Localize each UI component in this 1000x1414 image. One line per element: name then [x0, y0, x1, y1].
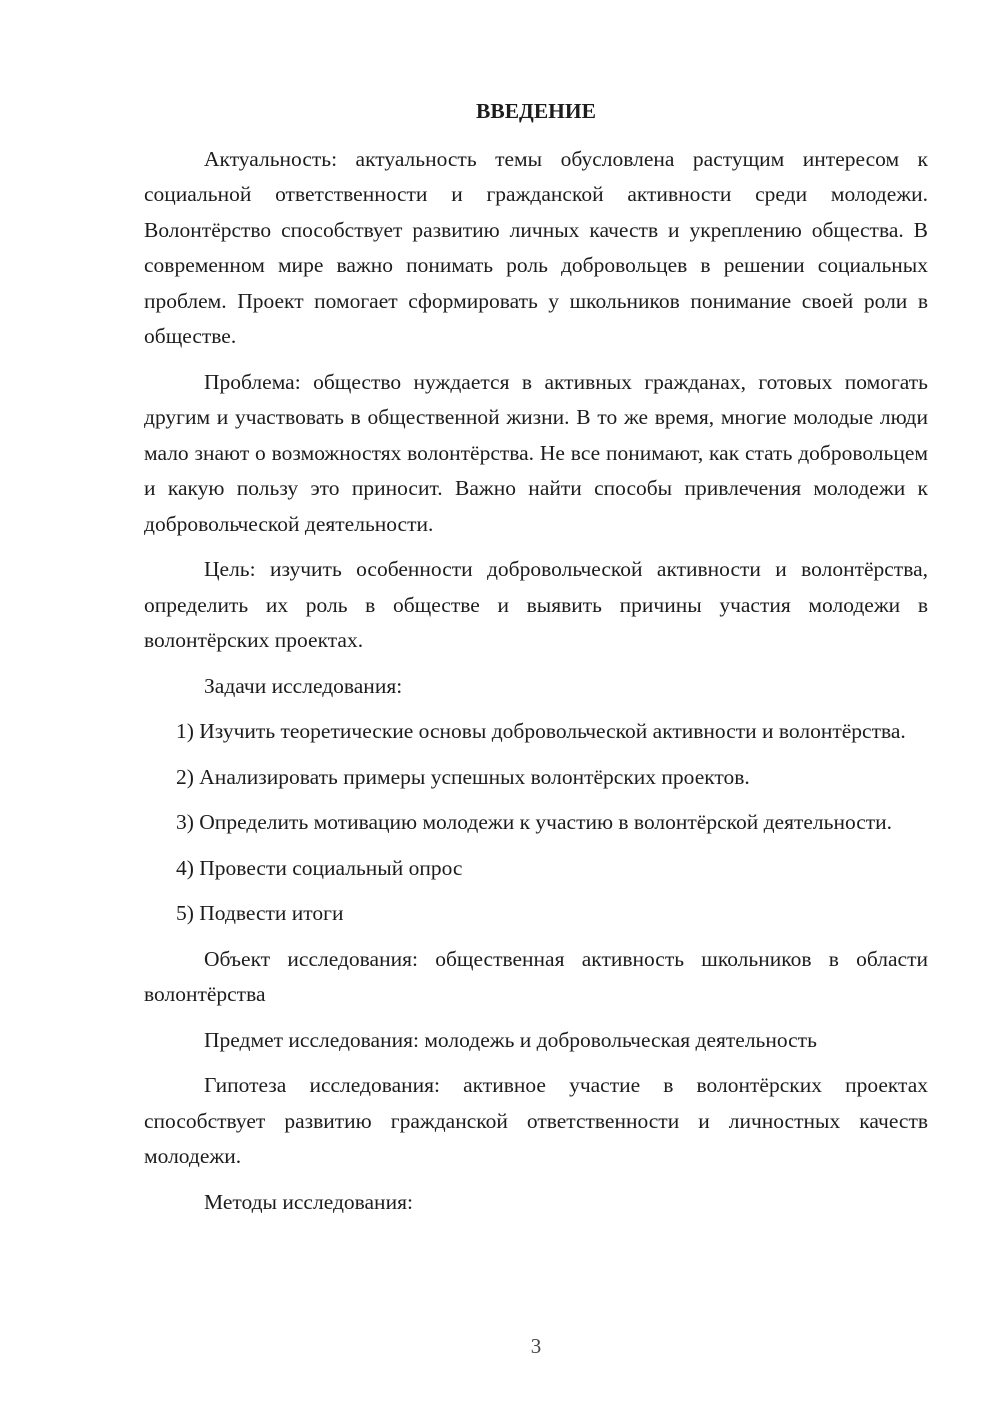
- paragraph-object: Объект исследования: общественная активность школьников в области волонтёрства: [144, 946, 928, 1006]
- document-page: [144, 94, 928, 1230]
- section-title: ВВЕДЕНИЕ: [476, 99, 596, 123]
- task-item-5: 5) Подвести итоги: [176, 901, 344, 925]
- paragraph-hypothesis: Гипотеза исследования: активное участие в волонтёрских проектах способствует развитию гражданской ответственности и личностных качеств молодежи.: [144, 1073, 928, 1168]
- page-number: 3: [530, 1334, 542, 1358]
- task-item-3: 3) Определить мотивацию молодежи к участию в волонтёрской деятельности.: [176, 810, 893, 834]
- paragraph-tasks-heading: Задачи исследования:: [204, 673, 403, 698]
- task-item-2: 2) Анализировать примеры успешных волонтёрских проектов.: [176, 764, 750, 789]
- task-item-1: 1) Изучить теоретические основы добровольческой активности и волонтёрства.: [176, 719, 906, 743]
- paragraph-goal: Цель: изучить особенности добровольческой активности и волонтёрства, определить их роль в обществе и выявить причины участия молодежи в волонтёрских проектах.: [144, 557, 928, 652]
- paragraph-relevance: Актуальность: актуальность темы обусловлена растущим интересом к социальной ответственности и гражданской активности среди молодежи. Волонтёрство способствует развитию личных качеств и укреплению общества. В современном мире важно понимать роль добровольцев в решении социальных проблем. Проект помогает сформировать у школьников понимание своей роли в обществе.: [144, 146, 928, 348]
- paragraph-problem: Проблема: общество нуждается в активных гражданах, готовых помогать другим и участвовать в общественной жизни. В то же время, многие молодые люди мало знают о возможностях волонтёрства. Не все понимают, как стать добровольцем и какую пользу это приносит. Важно найти способы привлечения молодежи к добровольческой деятельности.: [144, 369, 928, 536]
- task-item-4: 4) Провести социальный опрос: [176, 855, 463, 880]
- paragraph-subject: Предмет исследования: молодежь и добровольческая деятельность: [204, 1027, 817, 1052]
- paragraph-methods: Методы исследования:: [204, 1189, 413, 1214]
